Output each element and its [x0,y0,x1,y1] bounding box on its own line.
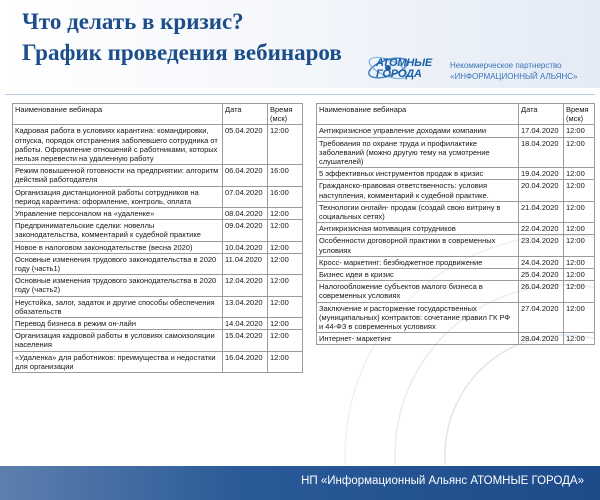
webinar-time-cell: 12:00 [268,220,303,241]
webinar-name-cell: Основные изменения трудового законодательства в 2020 году (часть2) [13,275,223,296]
webinar-time-cell: 12:00 [564,125,595,137]
table-row [317,180,595,201]
webinar-time-cell: 12:00 [564,168,595,180]
table-row [13,253,303,274]
webinar-date-cell: 05.04.2020 [223,125,268,165]
webinar-name-cell: Кросс- маркетинг: безбюджетное продвижение [317,256,519,268]
webinar-time-cell: 12:00 [564,180,595,201]
webinar-date-cell: 16.04.2020 [223,351,268,372]
table-row [317,168,595,180]
webinar-name-cell: Режим повышенной готовности на предприятии: алгоритм действий работодателя [13,165,223,186]
webinar-date-cell: 07.04.2020 [223,186,268,207]
footer-text: НП «Информационный Альянс АТОМНЫЕ ГОРОДА» [301,475,584,487]
table-header-row [13,104,303,125]
column-header-name: Наименование вебинара [13,104,223,125]
webinar-date-cell: 18.04.2020 [519,137,564,168]
org-name: «ИНФОРМАЦИОННЫЙ АЛЬЯНС» [450,72,578,81]
page-title: Что делать в кризис? [22,9,244,34]
webinar-date-cell: 17.04.2020 [519,125,564,137]
column-header-time: Время (мск) [268,104,303,125]
webinar-time-cell: 12:00 [564,256,595,268]
column-header-date: Дата [519,104,564,125]
table-row [317,269,595,281]
webinar-date-cell: 15.04.2020 [223,330,268,351]
webinar-time-cell: 12:00 [268,296,303,317]
table-row [13,351,303,372]
webinar-time-cell: 16:00 [268,165,303,186]
table-row [13,241,303,253]
schedule-panel [5,94,595,465]
column-header-time: Время (мск) [564,104,595,125]
webinar-table-right [316,103,595,345]
webinar-time-cell: 12:00 [564,223,595,235]
column-header-name: Наименование вебинара [317,104,519,125]
webinar-name-cell: Антикризисное управление доходами компании [317,125,519,137]
table-row [317,201,595,222]
webinar-date-cell: 27.04.2020 [519,302,564,333]
webinar-time-cell: 16:00 [268,186,303,207]
webinar-name-cell: Новое в налоговом законодательстве (весна 2020) [13,241,223,253]
webinar-name-cell: Кадровая работа в условиях карантина: командировки, отпуска, порядок отстранения заболевшего сотрудника от работы. Оформление отношений с работниками, которых нельзя перевести на удаленную работу [13,125,223,165]
webinar-date-cell: 13.04.2020 [223,296,268,317]
table-row [13,318,303,330]
webinar-date-cell: 06.04.2020 [223,165,268,186]
webinar-name-cell: Особенности договорной практики в современных условиях [317,235,519,256]
webinar-date-cell: 09.04.2020 [223,220,268,241]
table-row [13,165,303,186]
webinar-date-cell: 24.04.2020 [519,256,564,268]
webinar-name-cell: Интернет- маркетинг [317,333,519,345]
webinar-time-cell: 12:00 [564,201,595,222]
webinar-time-cell: 12:00 [268,208,303,220]
webinar-time-cell: 12:00 [564,137,595,168]
webinar-time-cell: 12:00 [268,253,303,274]
webinar-date-cell: 10.04.2020 [223,241,268,253]
webinar-time-cell: 12:00 [268,318,303,330]
table-row [317,256,595,268]
webinar-name-cell: Антикризисная мотивация сотрудников [317,223,519,235]
table-row [317,235,595,256]
webinar-date-cell: 25.04.2020 [519,269,564,281]
webinar-name-cell: Организация кадровой работы в условиях самоизоляции населения [13,330,223,351]
table-row [317,333,595,345]
table-row [317,302,595,333]
footer-bar [0,466,600,500]
webinar-name-cell: «Удаленка» для работников: преимущества и недостатки для организации [13,351,223,372]
webinar-name-cell: Требования по охране труда и профилактике заболеваний (можно другую тему на усмотрение слушателей) [317,137,519,168]
webinar-date-cell: 11.04.2020 [223,253,268,274]
table-row [13,208,303,220]
org-description: Некоммерческое партнерство [450,61,562,70]
webinar-date-cell: 20.04.2020 [519,180,564,201]
table-header-row [317,104,595,125]
webinar-time-cell: 12:00 [564,333,595,345]
webinar-table-left [12,103,303,373]
webinar-time-cell: 12:00 [268,330,303,351]
table-row [13,125,303,165]
webinar-time-cell: 12:00 [564,269,595,281]
webinar-time-cell: 12:00 [564,302,595,333]
table-row [317,137,595,168]
webinar-name-cell: Организация дистанционной работы сотрудников на период карантина: оформление, контроль, оплата [13,186,223,207]
table-row [13,330,303,351]
table-row [13,296,303,317]
webinar-date-cell: 26.04.2020 [519,281,564,302]
webinar-name-cell: Предпринимательские сделки: новеллы законодательства, комментарий к судебной практике [13,220,223,241]
webinar-time-cell: 12:00 [268,351,303,372]
webinar-name-cell: Управление персоналом на «удаленке» [13,208,223,220]
webinar-date-cell: 12.04.2020 [223,275,268,296]
webinar-name-cell: Бизнес идеи в кризис [317,269,519,281]
webinar-date-cell: 28.04.2020 [519,333,564,345]
page-subtitle: График проведения вебинаров [22,40,342,65]
table-row [317,223,595,235]
webinar-date-cell: 08.04.2020 [223,208,268,220]
webinar-name-cell: Основные изменения трудового законодательства в 2020 году (часть1) [13,253,223,274]
webinar-date-cell: 21.04.2020 [519,201,564,222]
webinar-date-cell: 14.04.2020 [223,318,268,330]
column-header-date: Дата [223,104,268,125]
webinar-time-cell: 12:00 [268,241,303,253]
webinar-time-cell: 12:00 [564,281,595,302]
webinar-name-cell: Гражданско-правовая ответственность: условия наступления, комментарий к судебной практике. [317,180,519,201]
table-row [317,125,595,137]
webinar-name-cell: 5 эффективных инструментов продаж в кризис [317,168,519,180]
header-banner [0,0,600,88]
webinar-date-cell: 19.04.2020 [519,168,564,180]
webinar-time-cell: 12:00 [268,125,303,165]
logo-wordmark: АТОМНЫЕ ГОРОДА [376,57,433,80]
webinar-name-cell: Заключение и расторжение государственных (муниципальных) контрактов: сочетание правил ГК РФ и 44-ФЗ в современных условиях [317,302,519,333]
webinar-name-cell: Налогообложение субъектов малого бизнеса в современных условиях [317,281,519,302]
table-row [13,220,303,241]
webinar-time-cell: 12:00 [268,275,303,296]
table-row [13,275,303,296]
webinar-date-cell: 23.04.2020 [519,235,564,256]
webinar-name-cell: Технологии онлайн- продаж (создай свою витрину в социальных сетях) [317,201,519,222]
webinar-name-cell: Неустойка, залог, задаток и другие способы обеспечения обязательств [13,296,223,317]
webinar-date-cell: 22.04.2020 [519,223,564,235]
webinar-name-cell: Перевод бизнеса в режим он-лайн [13,318,223,330]
table-row [13,186,303,207]
table-row [317,281,595,302]
webinar-time-cell: 12:00 [564,235,595,256]
